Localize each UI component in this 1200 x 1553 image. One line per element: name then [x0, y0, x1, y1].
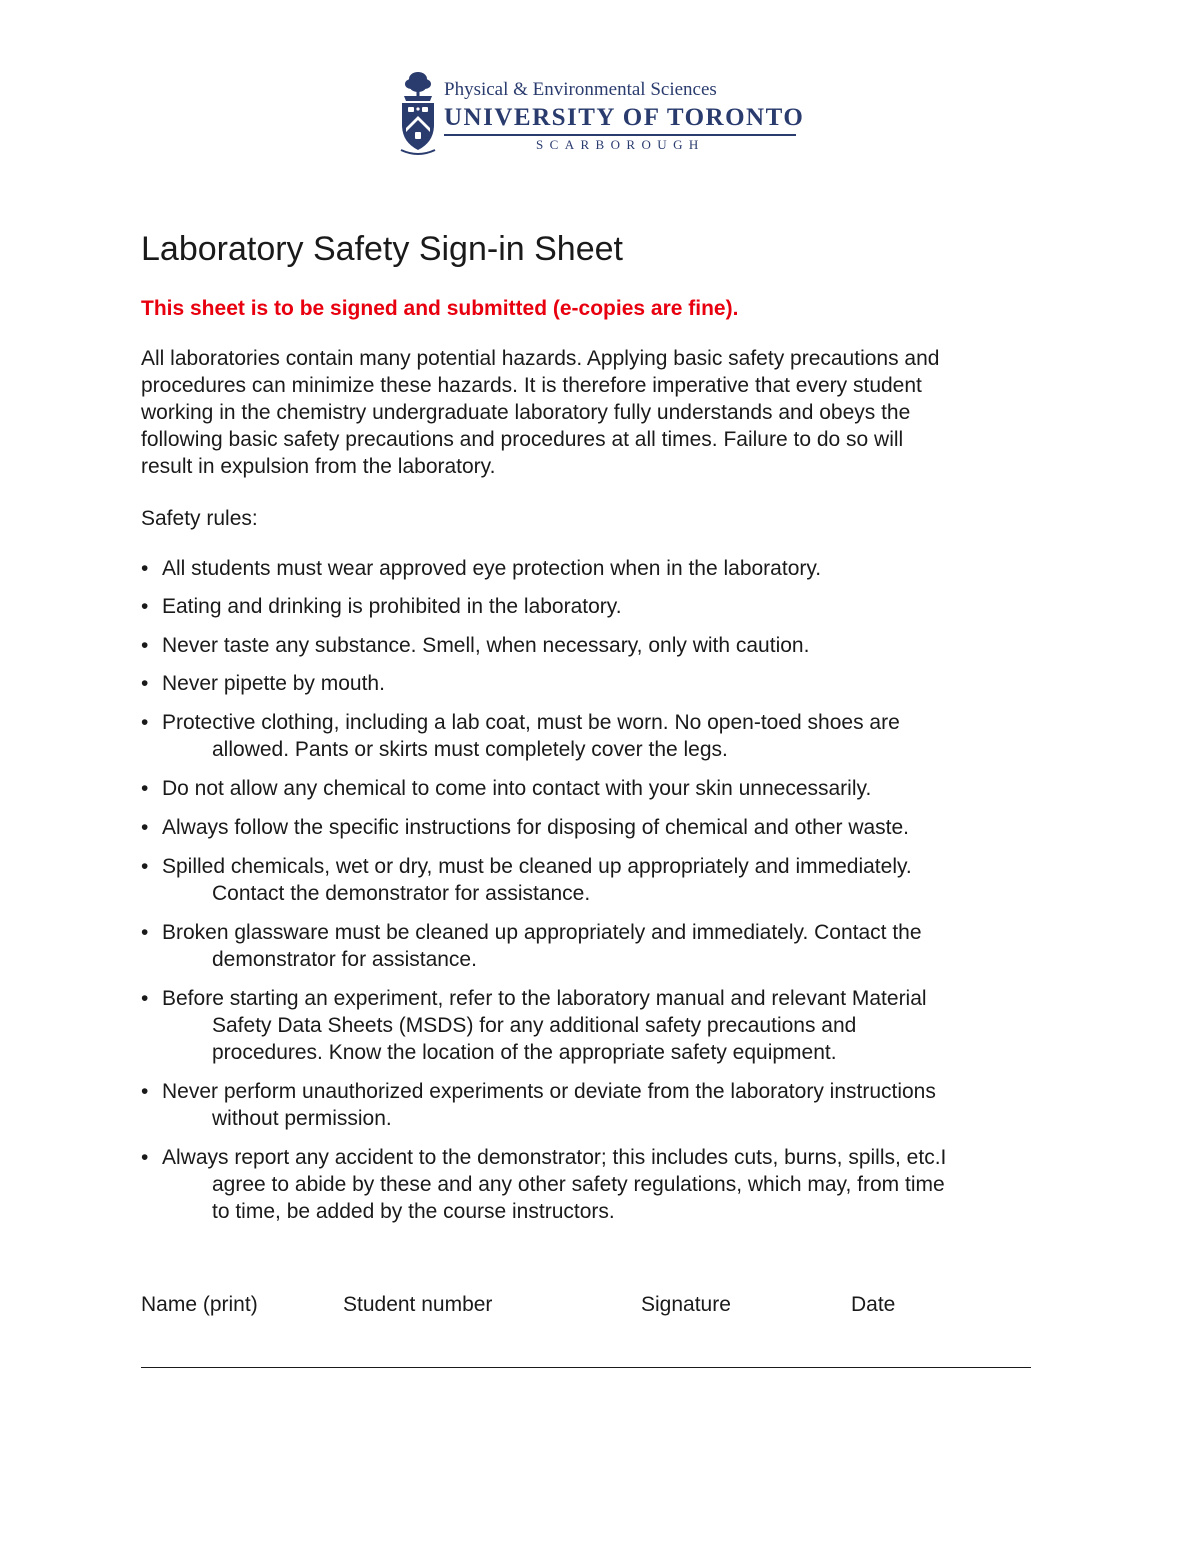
- rule-text-continued: Contact the demonstrator for assistance.: [212, 882, 591, 905]
- rule-text: Never taste any substance. Smell, when necessary, only with caution.: [162, 634, 810, 657]
- bullet-icon: •: [141, 777, 149, 800]
- safety-rule: [141, 919, 1081, 973]
- submission-notice: This sheet is to be signed and submitted (e-copies are fine).: [141, 297, 739, 320]
- rule-text: All students must wear approved eye protection when in the laboratory.: [162, 557, 822, 580]
- intro-paragraph: [141, 345, 1061, 480]
- rule-text: Always report any accident to the demonstrator; this includes cuts, burns, spills, etc.I: [162, 1146, 947, 1169]
- safety-rule: [141, 593, 1081, 620]
- university-crest-icon: [398, 70, 438, 158]
- rule-text-continued: without permission.: [212, 1107, 392, 1130]
- rule-text-continued: Safety Data Sheets (MSDS) for any additional safety precautions and: [212, 1014, 857, 1037]
- rule-text-continued: to time, be added by the course instructors.: [212, 1200, 615, 1223]
- rule-text: Eating and drinking is prohibited in the laboratory.: [162, 595, 622, 618]
- rule-text-continued: allowed. Pants or skirts must completely cover the legs.: [212, 738, 728, 761]
- university-wordmark: [444, 70, 805, 160]
- rule-text: Never pipette by mouth.: [162, 672, 385, 695]
- bullet-icon: •: [141, 816, 149, 839]
- intro-line: following basic safety precautions and procedures at all times. Failure to do so will: [141, 428, 904, 451]
- university-logo: [398, 70, 805, 160]
- rule-text-continued: demonstrator for assistance.: [212, 948, 477, 971]
- date-label: Date: [851, 1293, 896, 1316]
- rule-text: Spilled chemicals, wet or dry, must be cleaned up appropriately and immediately.: [162, 855, 912, 878]
- safety-rule: [141, 1144, 1081, 1225]
- rule-text: Broken glassware must be cleaned up appropriately and immediately. Contact the: [162, 921, 922, 944]
- safety-rule: [141, 632, 1081, 659]
- student-number-label: Student number: [343, 1293, 493, 1316]
- intro-line: result in expulsion from the laboratory.: [141, 455, 496, 478]
- rules-heading: Safety rules:: [141, 507, 258, 530]
- intro-line: All laboratories contain many potential hazards. Applying basic safety precautions and: [141, 347, 940, 370]
- department-name: Physical & Environmental Sciences: [444, 79, 717, 100]
- university-name: UNIVERSITY OF TORONTO: [444, 104, 805, 131]
- safety-rule: [141, 670, 1081, 697]
- rule-text-continued: procedures. Know the location of the appropriate safety equipment.: [212, 1041, 837, 1064]
- safety-rule: [141, 709, 1081, 763]
- bullet-icon: •: [141, 595, 149, 618]
- name-print-label: Name (print): [141, 1293, 258, 1316]
- rule-text-continued: agree to abide by these and any other safety regulations, which may, from time: [212, 1173, 945, 1196]
- safety-rule: [141, 555, 1081, 582]
- rule-text: Protective clothing, including a lab coat, must be worn. No open-toed shoes are: [162, 711, 900, 734]
- safety-rule: [141, 775, 1081, 802]
- bullet-icon: •: [141, 672, 149, 695]
- signature-line[interactable]: [141, 1367, 1031, 1368]
- page-title: Laboratory Safety Sign-in Sheet: [141, 230, 623, 268]
- bullet-icon: •: [141, 987, 149, 1010]
- bullet-icon: •: [141, 634, 149, 657]
- rule-text: Do not allow any chemical to come into contact with your skin unnecessarily.: [162, 777, 872, 800]
- safety-rule: [141, 1078, 1081, 1132]
- bullet-icon: •: [141, 1080, 149, 1103]
- rule-text: Always follow the specific instructions for disposing of chemical and other waste.: [162, 816, 910, 839]
- rule-text: Before starting an experiment, refer to the laboratory manual and relevant Material: [162, 987, 927, 1010]
- wordmark-divider: [444, 134, 796, 136]
- intro-line: working in the chemistry undergraduate laboratory fully understands and obeys the: [141, 401, 911, 424]
- safety-rule: [141, 985, 1081, 1066]
- campus-name: SCARBOROUGH: [536, 137, 705, 152]
- bullet-icon: •: [141, 557, 149, 580]
- bullet-icon: •: [141, 855, 149, 878]
- bullet-icon: •: [141, 1146, 149, 1169]
- intro-line: procedures can minimize these hazards. It is therefore imperative that every student: [141, 374, 922, 397]
- signature-label: Signature: [641, 1293, 731, 1316]
- bullet-icon: •: [141, 921, 149, 944]
- safety-rule: [141, 814, 1081, 841]
- safety-rule: [141, 853, 1081, 907]
- bullet-icon: •: [141, 711, 149, 734]
- rule-text: Never perform unauthorized experiments or deviate from the laboratory instructions: [162, 1080, 936, 1103]
